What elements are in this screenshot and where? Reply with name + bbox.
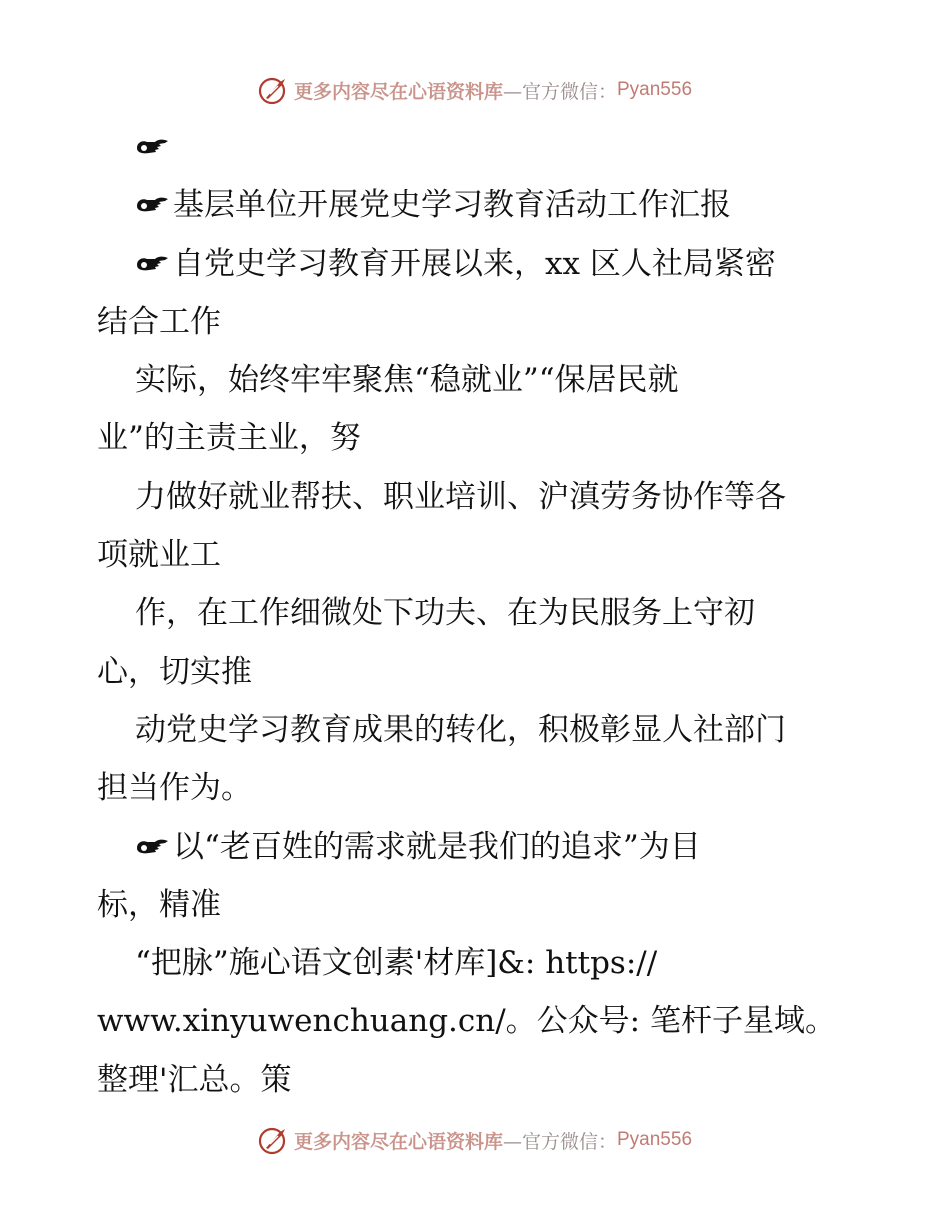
text-line (97, 643, 877, 701)
banner-sub-text: —官方微信： (502, 1130, 617, 1153)
quill-logo-icon (258, 74, 290, 106)
line-text: 项就业工 (97, 537, 221, 574)
text-line (97, 584, 877, 642)
banner-sub-text: —官方微信： (502, 80, 617, 103)
text-line (97, 934, 877, 992)
text-line (97, 759, 877, 817)
text-line (97, 235, 877, 293)
text-line (97, 409, 877, 467)
banner-wechat-id: Pyan556 (617, 79, 693, 100)
line-text: 结合工作 (97, 303, 221, 340)
hand-pointing-icon (135, 134, 171, 160)
text-line (97, 701, 877, 759)
text-line (97, 293, 877, 351)
text-line (97, 468, 877, 526)
text-line (97, 176, 877, 234)
document-body (97, 118, 877, 1109)
hand-pointing-icon (135, 251, 171, 277)
line-text: 作，在工作细微处下功夫、在为民服务上守初 (135, 595, 755, 632)
hand-pointing-icon (135, 192, 171, 218)
text-line (97, 1051, 877, 1109)
line-text: 标，精准 (97, 886, 221, 923)
footer-banner (0, 1120, 950, 1160)
line-text: 整理'汇总。策 (97, 1061, 292, 1098)
line-text: 业”的主责主业，努 (97, 420, 361, 457)
hand-pointing-icon (135, 834, 171, 860)
line-text: 力做好就业帮扶、职业培训、沪滇劳务协作等各 (135, 478, 786, 515)
text-line (97, 992, 877, 1050)
text-line (97, 118, 877, 176)
banner-main-text: 更多内容尽在心语资料库 (293, 1130, 503, 1153)
banner-wechat-id: Pyan556 (617, 1129, 693, 1150)
line-text: 以“老百姓的需求就是我们的追求”为目 (173, 828, 701, 865)
line-text: 担当作为。 (97, 770, 252, 807)
text-line (97, 526, 877, 584)
header-banner (0, 70, 950, 110)
line-text: 动党史学习教育成果的转化，积极彰显人社部门 (135, 711, 786, 748)
text-line (97, 818, 877, 876)
quill-logo-icon (258, 1124, 290, 1156)
line-text: “把脉”施心语文创素'材库]&: https:// (135, 945, 658, 982)
text-line (97, 876, 877, 934)
line-text: 自党史学习教育开展以来，xx 区人社局紧密 (173, 245, 776, 282)
banner-main-text: 更多内容尽在心语资料库 (293, 80, 503, 103)
text-line (97, 351, 877, 409)
line-text: 实际，始终牢牢聚焦“稳就业”“保居民就 (135, 362, 679, 399)
doc-title: 基层单位开展党史学习教育活动工作汇报 (173, 187, 731, 224)
line-text: 心，切实推 (97, 653, 252, 690)
line-text: www.xinyuwenchuang.cn/。公众号: 笔杆子星域。 (97, 1003, 836, 1040)
